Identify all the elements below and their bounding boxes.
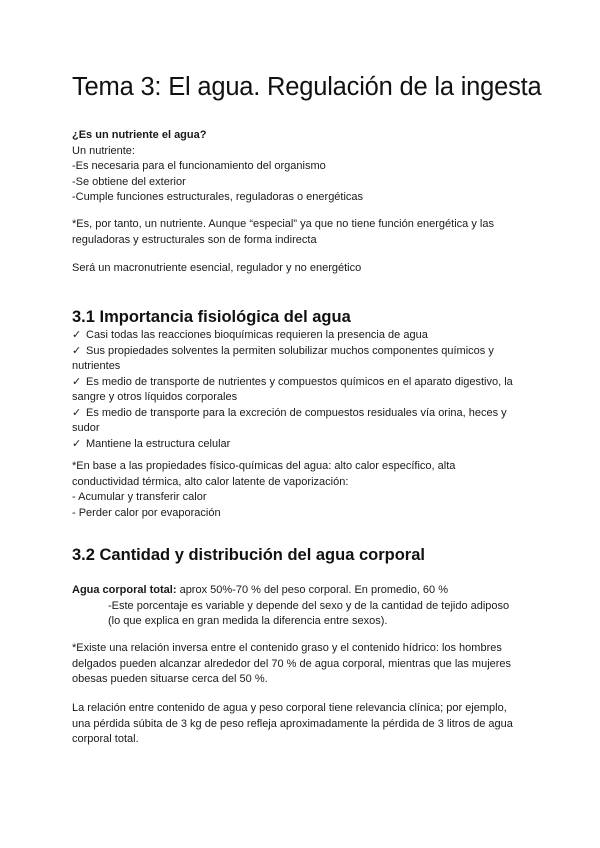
section-heading-importance: 3.1 Importancia fisiológica del agua	[72, 308, 351, 326]
checklist-item-text: Mantiene la estructura celular	[86, 437, 231, 450]
total-body-water-detail: -Este porcentaje es variable y depende del sexo y de la cantidad de tejido adiposo	[108, 599, 510, 612]
properties-note-item: - Perder calor por evaporación	[72, 506, 221, 519]
nutrient-note-line: *Es, por tanto, un nutriente. Aunque “especial” ya que no tiene función energética y las	[72, 218, 494, 230]
properties-note	[72, 459, 532, 521]
inverse-relation-line: *Existe una relación inversa entre el contenido graso y el contenido hídrico: los hombres	[72, 642, 502, 654]
checklist-item	[72, 406, 532, 422]
checklist-item-text: Es medio de transporte para la excreción de compuestos residuales vía orina, heces y	[86, 406, 507, 419]
properties-note-item: - Acumular y transferir calor	[72, 491, 207, 503]
nutrient-criterion: -Cumple funciones estructurales, reguladoras o energéticas	[72, 191, 364, 203]
checklist-item-continuation: sangre y otros líquidos corporales	[72, 391, 238, 403]
checkmark-icon: ✓	[72, 329, 82, 341]
checkmark-icon: ✓	[72, 344, 82, 357]
clinical-relevance-line: corporal total.	[72, 733, 139, 745]
checklist-item-continuation: nutrientes	[72, 360, 121, 372]
total-body-water-line	[72, 583, 532, 599]
nutrient-criterion: -Es necesaria para el funcionamiento del organismo	[72, 160, 326, 172]
checklist-item-continuation: sudor	[72, 422, 100, 434]
section-heading-quantity: 3.2 Cantidad y distribución del agua corporal	[72, 546, 425, 564]
total-body-water-text: aprox 50%-70 % del peso corporal. En promedio, 60 %	[176, 584, 449, 596]
nutrient-definition-block	[72, 128, 532, 206]
nutrient-note	[72, 217, 532, 248]
clinical-relevance-paragraph	[72, 701, 532, 748]
inverse-relation-line: delgados pueden alcanzar alrededor del 70 % de agua corporal, mientras que las mujeres	[72, 657, 512, 670]
clinical-relevance-line: La relación entre contenido de agua y peso corporal tiene relevancia clínica; por ejemplo,	[72, 702, 507, 714]
checkmark-icon: ✓	[72, 437, 82, 450]
checklist-item-text: Casi todas las reacciones bioquímicas requieren la presencia de agua	[86, 329, 428, 341]
properties-note-line: *En base a las propiedades físico-químicas del agua: alto calor específico, alta	[72, 460, 456, 472]
total-body-water-label: Agua corporal total:	[72, 584, 177, 596]
checklist-item	[72, 328, 532, 344]
inverse-relation-note	[72, 641, 532, 688]
checklist-item	[72, 375, 532, 391]
nutrient-question: ¿Es un nutriente el agua?	[72, 129, 207, 141]
properties-note-line: conductividad térmica, alto calor latente de vaporización:	[72, 475, 349, 488]
macronutrient-text: Será un macronutriente esencial, regulador y no energético	[72, 262, 362, 274]
importance-checklist	[72, 328, 532, 452]
clinical-relevance-line: una pérdida súbita de 3 kg de peso refleja aproximadamente la pérdida de 3 litros de agua	[72, 717, 513, 730]
checkmark-icon: ✓	[72, 375, 82, 388]
total-body-water-detail: (lo que explica en gran medida la diferencia entre sexos).	[108, 615, 388, 627]
nutrient-intro: Un nutriente:	[72, 144, 135, 157]
checklist-item-text: Es medio de transporte de nutrientes y compuestos químicos en el aparato digestivo, la	[86, 375, 513, 388]
macronutrient-statement	[72, 261, 532, 277]
checklist-item	[72, 344, 532, 360]
checkmark-icon: ✓	[72, 406, 82, 419]
total-body-water-block	[72, 583, 532, 630]
checklist-item-text: Sus propiedades solventes la permiten solubilizar muchos componentes químicos y	[86, 344, 494, 357]
document-title: Tema 3: El agua. Regulación de la ingesta	[72, 73, 542, 101]
checklist-item	[72, 437, 532, 453]
inverse-relation-line: obesas pueden situarse cerca del 50 %.	[72, 673, 268, 685]
nutrient-note-line: reguladoras y estructurales son de forma indirecta	[72, 233, 317, 246]
nutrient-criterion: -Se obtiene del exterior	[72, 175, 186, 188]
